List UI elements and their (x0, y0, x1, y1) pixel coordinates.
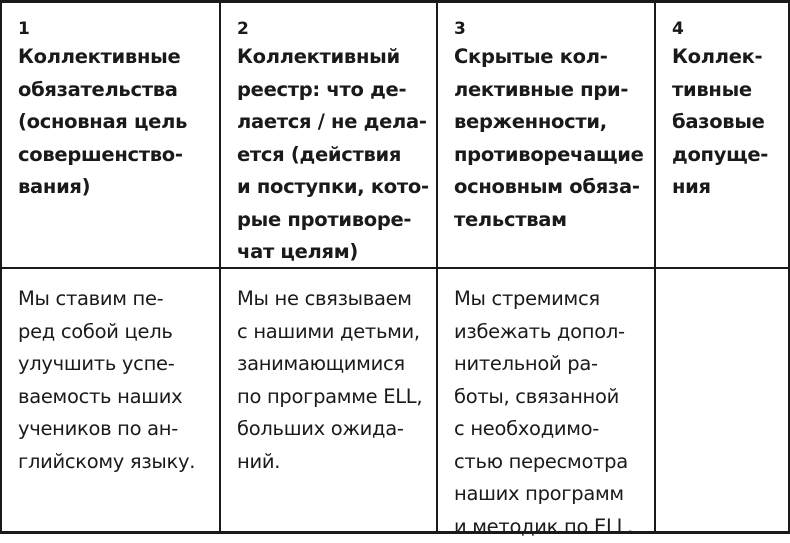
header-line: обязательства (18, 74, 219, 107)
column-number: 4 (672, 17, 788, 41)
body-line: Мы ставим пе- (18, 283, 219, 316)
body-line: улучшить успе- (18, 348, 219, 381)
body-line: учеников по ан- (18, 413, 219, 446)
header-cell-1 (2, 3, 219, 267)
body-line: боты, связанной (454, 381, 654, 414)
header-line: Скрытые кол- (454, 41, 654, 74)
header-cell-2 (219, 3, 436, 267)
column-number: 2 (237, 17, 436, 41)
column-number: 3 (454, 17, 654, 41)
body-line: наших программ (454, 478, 654, 511)
header-line: вания) (18, 171, 219, 204)
header-line: тельствам (454, 204, 654, 237)
header-line: лается / не дела- (237, 106, 436, 139)
body-line: с необходимо- (454, 413, 654, 446)
body-line: нительной ра- (454, 348, 654, 381)
header-line: верженности, (454, 106, 654, 139)
header-line: допуще- (672, 139, 788, 172)
body-line: больших ожида- (237, 413, 436, 446)
header-line: ния (672, 171, 788, 204)
body-line: Мы стремимся (454, 283, 654, 316)
body-line: избежать допол- (454, 316, 654, 349)
header-line: Коллективные (18, 41, 219, 74)
body-line: глийскому языку. (18, 446, 219, 479)
header-line: рые противоре- (237, 204, 436, 237)
header-line: ется (действия (237, 139, 436, 172)
header-line: противоречащие (454, 139, 654, 172)
header-line: реестр: что де- (237, 74, 436, 107)
header-cell-3 (436, 3, 654, 267)
header-line: лективные при- (454, 74, 654, 107)
body-line: ред собой цель (18, 316, 219, 349)
body-line: стью пересмотра (454, 446, 654, 479)
header-line: базовые (672, 106, 788, 139)
body-cell-3 (436, 269, 654, 531)
body-line: и методик по ELL. (454, 511, 654, 543)
header-line: Коллективный (237, 41, 436, 74)
column-number: 1 (18, 17, 219, 41)
body-line: по программе ELL, (237, 381, 436, 414)
header-line: совершенство- (18, 139, 219, 172)
body-cell-1 (2, 269, 219, 531)
body-line: занимающимися (237, 348, 436, 381)
body-line: Мы не связываем (237, 283, 436, 316)
header-row (2, 3, 788, 269)
body-line: ний. (237, 446, 436, 479)
header-line: основным обяза- (454, 171, 654, 204)
header-line: тивные (672, 74, 788, 107)
body-cell-4 (654, 269, 788, 531)
body-line: ваемость наших (18, 381, 219, 414)
body-row (2, 269, 788, 531)
body-cell-2 (219, 269, 436, 531)
header-cell-4 (654, 3, 788, 267)
header-line: и поступки, кото- (237, 171, 436, 204)
body-line: с нашими детьми, (237, 316, 436, 349)
header-line: (основная цель (18, 106, 219, 139)
header-line: чат целям) (237, 236, 436, 269)
header-line: Коллек- (672, 41, 788, 74)
